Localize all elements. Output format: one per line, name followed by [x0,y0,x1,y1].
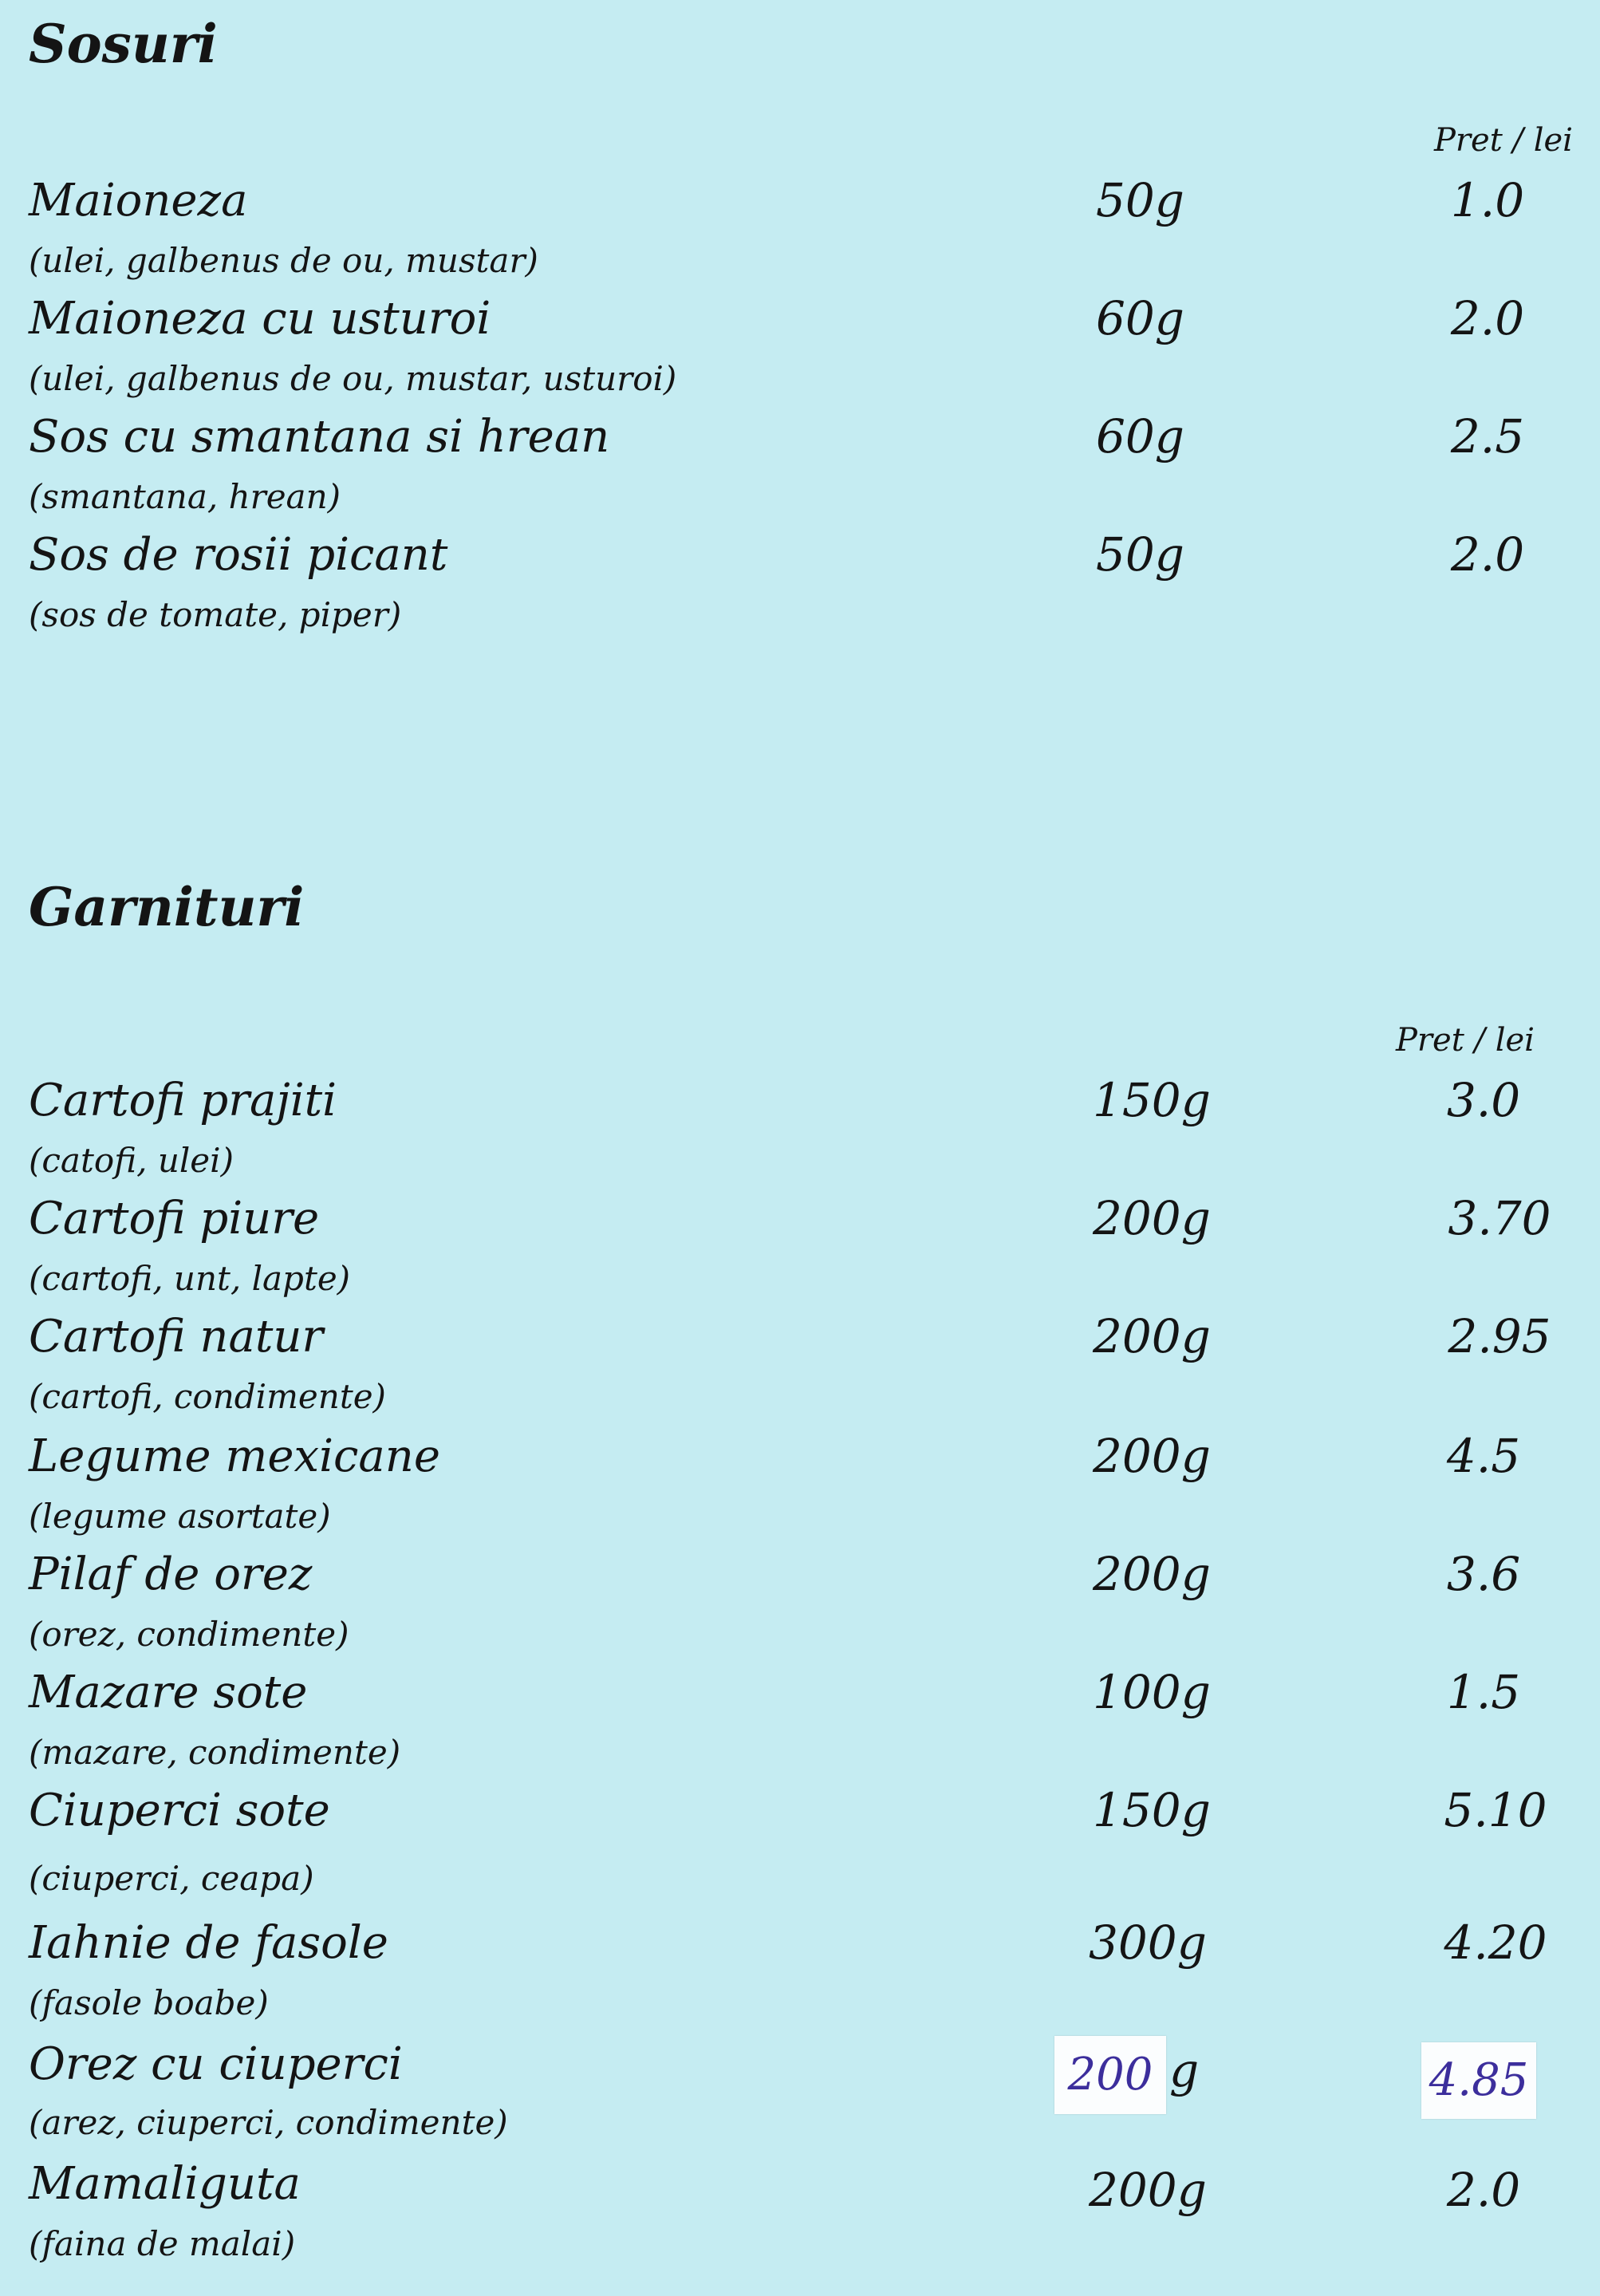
menu-item-price: 3.6 [1446,1547,1521,1601]
menu-item-name: Maioneza [29,175,248,227]
menu-item-description: (cartofi, unt, lapte) [29,1259,351,1298]
menu-item-price: 5.10 [1444,1783,1547,1837]
handwritten-weight-label: 200 [1054,2036,1166,2114]
menu-item-description: (ulei, galbenus de ou, mustar, usturoi) [29,359,677,398]
menu-item-weight: 200g [1089,2163,1207,2217]
menu-item-name: Cartofi prajiti [29,1075,337,1126]
section-title-sosuri: Sosuri [29,13,218,75]
menu-item-name: Mamaliguta [29,2158,301,2210]
menu-item-description: (legume asortate) [29,1497,331,1536]
menu-item-description: (fasole boabe) [29,1983,269,2022]
handwritten-price-label: 4.85 [1421,2042,1536,2119]
menu-item-name: Sos cu smantana si hrean [29,411,610,463]
menu-item-price: 2.0 [1450,527,1525,582]
menu-item-weight: 60g [1096,291,1184,345]
menu-item-name: Pilaf de orez [29,1548,313,1600]
menu-item-description: (sos de tomate, piper) [29,595,402,634]
menu-item-price: 2.5 [1450,409,1525,464]
menu-item-weight: 100g [1093,1665,1211,1719]
menu-item-name: Cartofi piure [29,1193,320,1245]
menu-item-weight: 50g [1096,173,1184,227]
menu-item-description: (mazare, condimente) [29,1733,401,1772]
menu-item-price: 4.5 [1446,1429,1521,1483]
menu-item-name: Maioneza cu usturoi [29,293,491,345]
weight-unit: g [1169,2043,1200,2097]
menu-item-price: 4.20 [1444,1915,1547,1970]
menu-item-weight: 200g [1093,1429,1211,1483]
menu-item-name: Legume mexicane [29,1430,440,1482]
menu-item-description: (arez, ciuperci, condimente) [29,2103,508,2142]
menu-item-weight: 200g [1093,1309,1211,1363]
section-title-garnituri: Garnituri [29,876,305,938]
menu-item-price: 1.0 [1450,173,1525,227]
menu-item-weight: 200g [1093,1191,1211,1245]
menu-item-weight: 150g [1093,1783,1211,1837]
menu-item-name: Orez cu ciuperci [29,2038,403,2090]
menu-item-weight: 200g [1093,1547,1211,1601]
menu-item-name: Mazare sote [29,1667,308,1718]
menu-item-weight: 150g [1093,1073,1211,1127]
menu-item-weight: 300g [1089,1915,1207,1970]
menu-item-weight: 50g [1096,527,1184,582]
menu-item-price: 2.0 [1446,2163,1521,2217]
menu-item-name: Ciuperci sote [29,1785,330,1836]
menu-item-description: (ciuperci, ceapa) [29,1859,314,1898]
menu-item-price: 3.0 [1446,1073,1521,1127]
menu-item-description: (cartofi, condimente) [29,1377,386,1416]
price-header-sosuri: Pret / lei [1434,122,1573,159]
menu-item-price: 1.5 [1446,1665,1521,1719]
menu-item-name: Iahnie de fasole [29,1917,388,1969]
menu-item-price: 2.95 [1448,1309,1551,1363]
menu-item-description: (smantana, hrean) [29,477,341,516]
menu-item-description: (catofi, ulei) [29,1141,234,1180]
menu-item-name: Sos de rosii picant [29,529,448,581]
price-header-garnituri: Pret / lei [1396,1022,1535,1059]
menu-item-name: Cartofi natur [29,1311,324,1363]
menu-item-description: (orez, condimente) [29,1615,349,1654]
menu-item-description: (ulei, galbenus de ou, mustar) [29,241,538,280]
menu-item-weight: 60g [1096,409,1184,464]
menu-item-price: 2.0 [1450,291,1525,345]
menu-item-price: 3.70 [1448,1191,1551,1245]
menu-item-description: (faina de malai) [29,2224,296,2263]
